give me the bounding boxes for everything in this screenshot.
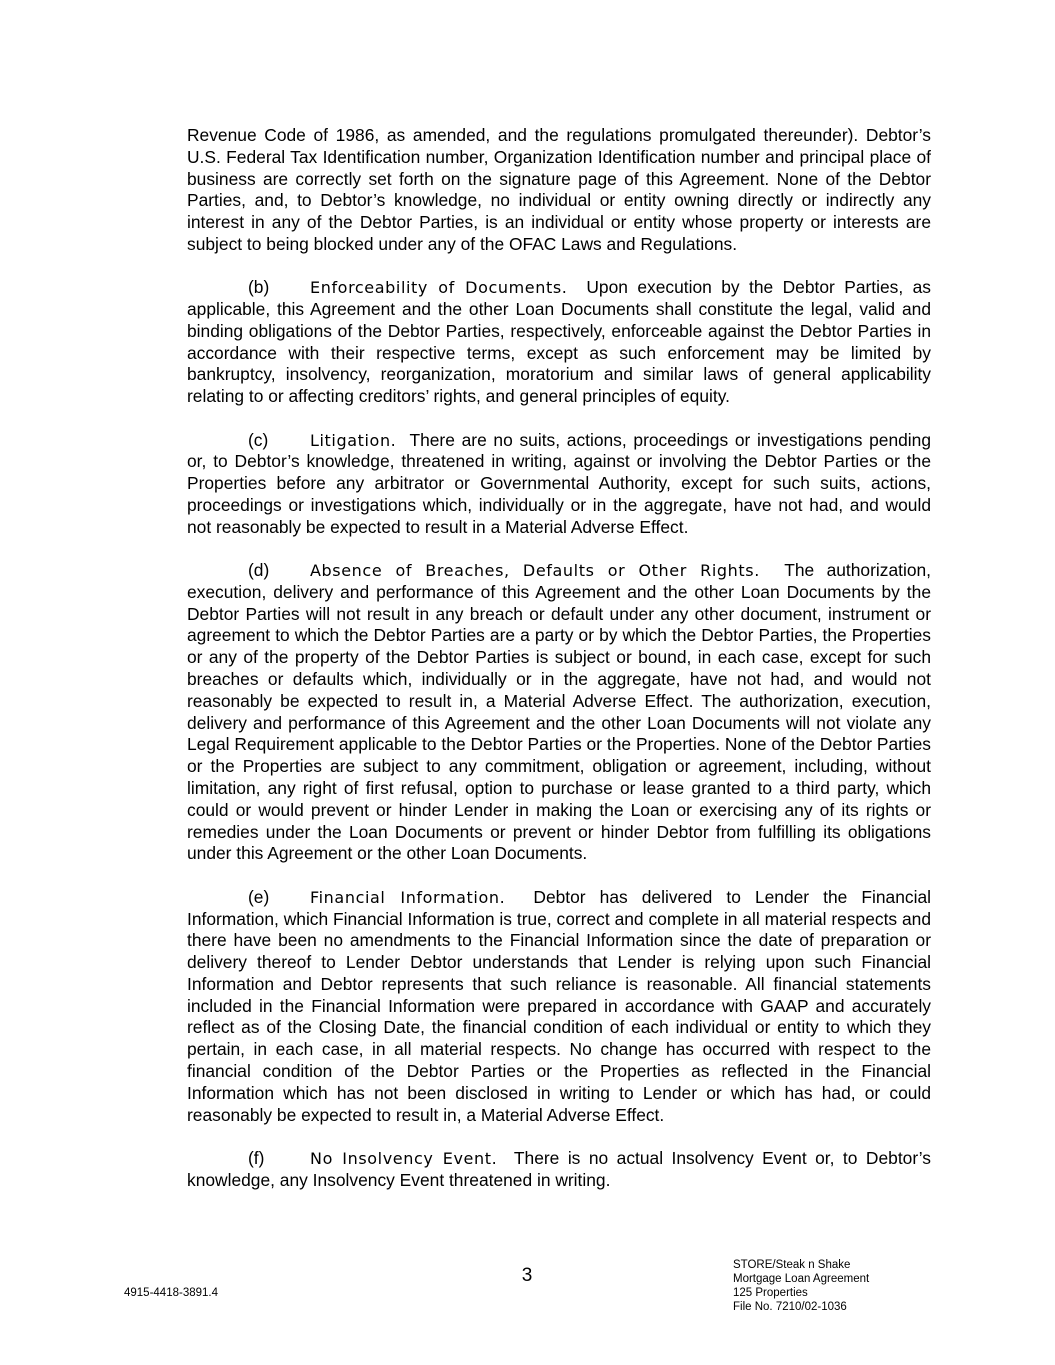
document-body xyxy=(187,125,931,1213)
footer-info-block xyxy=(733,1258,869,1314)
section-heading: Absence of Breaches, Defaults or Other Rights. xyxy=(310,561,760,581)
section-number: (d) xyxy=(248,560,270,581)
section-heading: Financial Information. xyxy=(310,887,506,907)
section-text: There are no suits, actions, proceedings or investigations pending or, to Debtor’s knowledge, threatened in writing, against or involving the Debtor Parties or the Properties before any arbitrator or Governmental Authority, except for such suits, actions, proceedings or investigations which, individually or in the aggregate, have not had, and would not reasonably be expected to result in a Material Adverse Effect. xyxy=(187,429,931,537)
section-text: The authorization, execution, delivery and performance of this Agreement and the other Loan Documents by the Debtor Parties will not result in any breach or default under any other document, instrument or agreement to which the Debtor Parties are a party or by which the Debtor Parties, the Properties or any of the property of the Debtor Parties is subject or bound, in each case, except for such breaches or defaults which, individually or in the aggregate, have not had, and would not reasonably be expected to result in, a Material Adverse Effect. The authorization, execution, delivery and performance of this Agreement and the other Loan Documents will not violate any Legal Requirement applicable to the Debtor Parties or the Properties. None of the Debtor Parties or the Properties are subject to any commitment, obligation or agreement, including, without limitation, any right of first refusal, option to purchase or lease granted to a third party, which could or would prevent or hinder Lender in making the Loan or exercising any of its rights or remedies under the Loan Documents or prevent or hinder Debtor from fulfilling its obligations under this Agreement or the other Loan Documents. xyxy=(187,560,931,864)
section-f xyxy=(187,1148,931,1192)
document-id: 4915-4418-3891.4 xyxy=(124,1287,218,1299)
section-text: Debtor has delivered to Lender the Financial Information, which Financial Information is true, correct and complete in all material respects and there have been no amendments to the Financial Information since the date of preparation or delivery thereof to Lender Debtor understands that Lender is relying upon such Financial Information and Debtor represents that such reliance is reasonable. All financial statements included in the Financial Information were prepared in accordance with GAAP and accurately reflect as of the Closing Date, the financial condition of each individual or entity to which they pertain, in each case, in all material respects. No change has occurred with respect to the financial condition of the Debtor Parties or the Properties as reflected in the Financial Information which has not been disclosed in writing to Lender or which has had, or could reasonably be expected to result in, a Material Adverse Effect. xyxy=(187,886,931,1125)
section-e xyxy=(187,887,931,1127)
footer-info-line: Mortgage Loan Agreement xyxy=(733,1273,870,1285)
section-text: There is no actual Insolvency Event or, to Debtor’s knowledge, any Insolvency Event threatened in writing. xyxy=(187,1147,931,1190)
page-number: 3 xyxy=(521,1265,533,1286)
section-number: (e) xyxy=(248,886,270,907)
section-d xyxy=(187,560,931,865)
section-b xyxy=(187,277,931,408)
footer-info-line: 125 Properties xyxy=(733,1287,808,1299)
section-heading: No Insolvency Event. xyxy=(310,1148,498,1168)
section-number: (f) xyxy=(248,1147,265,1168)
intro-paragraph: Revenue Code of 1986, as amended, and the regulations promulgated thereunder). Debtor’s U.S. Federal Tax Identification number, Organization Identification number and principal place of business are correctly set forth on the signature page of this Agreement. None of the Debtor Parties, and, to Debtor’s knowledge, no individual or entity owning directly or indirectly any interest in any of the Debtor Parties, is an individual or entity whose property or interests are subject to being blocked under any of the OFAC Laws and Regulations. xyxy=(187,125,931,254)
section-heading: Litigation. xyxy=(310,430,397,450)
footer-info-line: File No. 7210/02-1036 xyxy=(733,1301,847,1313)
section-number: (b) xyxy=(248,277,270,298)
section-number: (c) xyxy=(248,429,269,450)
section-text: Upon execution by the Debtor Parties, as applicable, this Agreement and the other Loan Documents shall constitute the legal, valid and binding obligations of the Debtor Parties, respectively, enforceable against the Debtor Parties in accordance with their respective terms, except as such enforcement may be limited by bankruptcy, insolvency, reorganization, moratorium and similar laws of general applicability relating to or affecting creditors’ rights, and general principles of equity. xyxy=(187,277,931,407)
section-c xyxy=(187,430,931,539)
section-heading: Enforceability of Documents. xyxy=(310,278,568,298)
footer-info-line: STORE/Steak n Shake xyxy=(733,1259,851,1271)
